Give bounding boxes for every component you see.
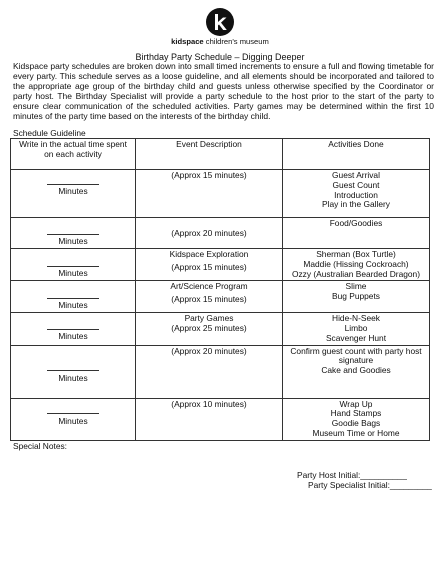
activities-cell: [283, 398, 430, 440]
party-specialist-initial-field[interactable]: Party Specialist Initial:_________: [308, 480, 432, 490]
event-description-text: (Approx 20 minutes): [171, 345, 247, 356]
activity-item: Confirm guest count with party host signature: [290, 345, 422, 366]
minutes-blank-line: [47, 298, 99, 299]
table-row: [11, 313, 430, 345]
activity-item: Maddie (Hissing Cockroach): [303, 258, 409, 269]
table-header-row: [11, 139, 430, 170]
minutes-label: Minutes: [58, 186, 88, 196]
minutes-blank-line: [47, 329, 99, 330]
activity-item: Museum Time or Home: [312, 427, 400, 438]
activity-item: Ozzy (Australian Bearded Dragon): [291, 268, 420, 279]
minutes-entry-cell[interactable]: [11, 281, 136, 313]
activity-item: Goodie Bags: [331, 418, 381, 428]
activity-item: Scavenger Hunt: [325, 332, 387, 343]
activity-item: Introduction: [334, 189, 378, 200]
brand-rest: children's museum: [203, 37, 269, 46]
activity-item: Play in the Gallery: [322, 199, 390, 210]
party-host-initial-field[interactable]: Party Host Initial:__________: [297, 470, 407, 480]
brand-name: [0, 38, 440, 47]
table-row: [11, 218, 430, 249]
minutes-blank-line: [47, 266, 99, 267]
logo-block: [0, 8, 440, 47]
event-description-text: (Approx 15 minutes): [171, 294, 247, 304]
activity-item: Hide-N-Seek: [332, 313, 380, 324]
activities-cell: [283, 281, 430, 313]
header-event-description: Event Description: [136, 139, 283, 170]
schedule-guideline-label: Schedule Guideline: [13, 128, 86, 138]
minutes-blank-line: [47, 234, 99, 235]
minutes-label: Minutes: [58, 236, 88, 246]
special-notes-label: Special Notes:: [13, 441, 67, 451]
minutes-label: Minutes: [58, 268, 88, 278]
activity-item: Cake and Goodies: [321, 365, 391, 375]
minutes-entry-cell[interactable]: [11, 345, 136, 398]
minutes-blank-line: [47, 370, 99, 371]
table-row: [11, 170, 430, 218]
event-description-text: Kidspace Exploration: [169, 249, 249, 259]
event-description-text: (Approx 20 minutes): [171, 228, 247, 238]
activity-item: Bug Puppets: [332, 291, 380, 301]
schedule-table: [10, 138, 430, 441]
activity-item: Slime: [345, 281, 367, 292]
table-row: [11, 249, 430, 281]
minutes-entry-cell[interactable]: [11, 249, 136, 281]
header-time-spent: Write in the actual time spent on each activity: [11, 139, 136, 170]
table-row: [11, 281, 430, 313]
table-row: [11, 398, 430, 440]
event-description-cell: [136, 249, 283, 281]
activity-item: Guest Arrival: [332, 170, 380, 180]
activities-cell: [283, 345, 430, 398]
minutes-blank-line: [47, 413, 99, 414]
activity-item: Hand Stamps: [330, 408, 382, 419]
minutes-entry-cell[interactable]: [11, 218, 136, 249]
event-description-text: Art/Science Program: [170, 281, 248, 292]
activity-item: Food/Goodies: [329, 218, 383, 228]
logo-letter-k-icon: [212, 13, 228, 31]
minutes-label: Minutes: [58, 331, 88, 342]
minutes-entry-cell[interactable]: [11, 170, 136, 218]
activities-cell: [283, 313, 430, 345]
activities-cell: [283, 170, 430, 218]
kidspace-logo-icon: [206, 8, 234, 36]
event-description-cell: [136, 313, 283, 345]
event-description-cell: [136, 218, 283, 249]
minutes-label: Minutes: [58, 372, 88, 383]
minutes-entry-cell[interactable]: [11, 398, 136, 440]
minutes-entry-cell[interactable]: [11, 313, 136, 345]
minutes-label: Minutes: [58, 415, 88, 426]
activities-cell: [283, 218, 430, 249]
event-description-text: (Approx 25 minutes): [171, 323, 247, 333]
table-row: [11, 345, 430, 398]
activity-item: Limbo: [344, 323, 368, 333]
minutes-blank-line: [47, 184, 99, 185]
activity-item: Guest Count: [332, 179, 380, 190]
event-description-text: (Approx 15 minutes): [171, 261, 247, 272]
event-description-cell: [136, 170, 283, 218]
header-activities-done: Activities Done: [283, 139, 430, 170]
event-description-text: (Approx 10 minutes): [171, 398, 247, 409]
event-description-cell: [136, 398, 283, 440]
activity-item: Sherman (Box Turtle): [316, 249, 396, 259]
event-description-text: (Approx 15 minutes): [171, 170, 247, 180]
intro-paragraph: Kidspace party schedules are broken down into small timed increments to ensure a full and flowing timetable for every party. This schedule serves as a loose guideline, and all elements should be incorporated and tailored to the appropriate age group of the birthday child and guests unless otherwise specified by the Coordinator or party host. The Birthday Specialist will provide a party schedule to the host prior to the start of the party to ensure clear communication of the scheduled activities. Party games may be determined within the first 10 minutes of the party time based on the interests of the birthday child.: [13, 61, 434, 121]
event-description-cell: [136, 345, 283, 398]
event-description-cell: [136, 281, 283, 313]
event-description-text: Party Games: [184, 313, 234, 324]
activities-cell: [283, 249, 430, 281]
brand-bold: kidspace: [171, 37, 204, 46]
document-title: Birthday Party Schedule – Digging Deeper: [135, 52, 305, 62]
minutes-label: Minutes: [58, 300, 88, 311]
activity-item: Wrap Up: [339, 398, 373, 409]
